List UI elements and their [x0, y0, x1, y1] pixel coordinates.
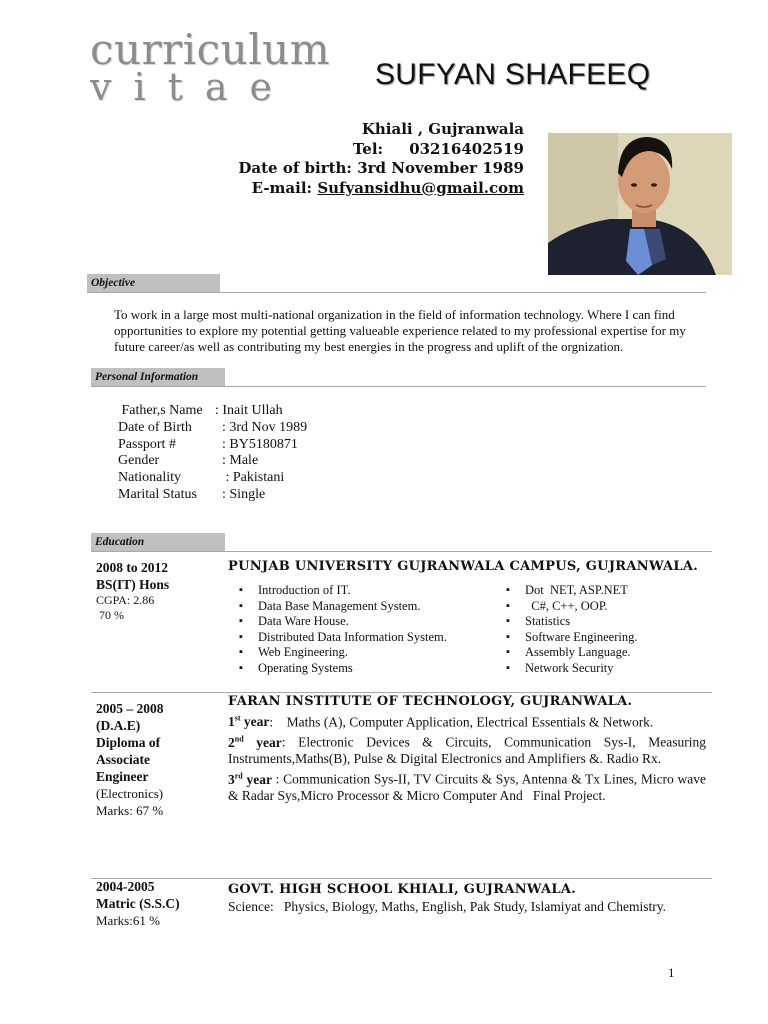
year-suffix: rd: [234, 771, 243, 781]
edu-marks: Marks:61 %: [96, 913, 160, 928]
edu-dae-summary: [96, 700, 164, 819]
cv-title-line2: vitae: [90, 65, 295, 109]
personal-rule: [91, 386, 706, 387]
tel-value: 03216402519: [409, 139, 524, 158]
year-number: 2: [228, 734, 235, 750]
personal-value: : Inait Ullah: [215, 403, 283, 418]
personal-label: Gender: [118, 453, 160, 469]
list-item: ▪ Data Ware House.: [234, 614, 447, 630]
objective-text: To work in a large most multi-national organization in the field of information technology. Where I can find opportunities to explore my potential getting valueable experience related to my professional expertise for my future career/as well as contributing my best energies in the progress and uplift of the orgnization.: [114, 307, 686, 354]
list-item: ▪ Statistics: [501, 614, 637, 630]
list-item: ▪ Introduction of IT.: [234, 583, 447, 599]
list-item: ▪ Operating Systems: [234, 661, 447, 677]
year-suffix: st: [234, 713, 241, 723]
personal-info-list: [118, 403, 307, 504]
dae-rule: [91, 878, 712, 879]
personal-row: [118, 403, 307, 420]
list-item: ▪ Dot NET, ASP.NET: [501, 583, 637, 599]
personal-row: [118, 437, 307, 454]
list-item: ▪ C#, C++, OOP.: [501, 599, 637, 615]
personal-label: Marital Status: [118, 486, 197, 502]
year-word: year: [240, 714, 270, 730]
edu-line: Associate: [96, 752, 150, 767]
edu-years: 2004-2005: [96, 879, 155, 894]
list-item: ▪ Network Security: [501, 661, 637, 677]
edu-institution: FARAN INSTITUTE OF TECHNOLOGY, GUJRANWALA.: [228, 694, 633, 709]
email-line: [238, 179, 524, 199]
dae-year-2: [228, 731, 706, 768]
email-link[interactable]: Sufyansidhu@gmail.com: [317, 178, 524, 197]
year-number: 1: [228, 714, 235, 730]
personal-value: : Single: [215, 486, 266, 502]
edu-university-summary: [96, 559, 169, 623]
personal-label: Nationality: [118, 470, 181, 486]
personal-label: Passport #: [118, 436, 176, 452]
edu-cgpa: CGPA: 2.86: [96, 593, 155, 607]
year-word: year: [242, 771, 272, 787]
university-rule: [91, 692, 712, 693]
profile-photo-illustration: [548, 133, 732, 275]
edu-percent: 70 %: [96, 608, 124, 622]
section-objective: Objective: [87, 274, 220, 292]
edu-dae-details: [228, 694, 710, 805]
tel-line: [238, 140, 524, 160]
edu-line: (D.A.E): [96, 718, 141, 733]
tel-label: Tel:: [352, 139, 384, 158]
list-item: ▪ Distributed Data Information System.: [234, 630, 447, 646]
year-word: year: [243, 734, 282, 750]
courses-list-left: [234, 583, 447, 677]
year-suffix: nd: [234, 734, 244, 744]
courses-list-right: [501, 583, 637, 677]
dae-year-3: [228, 768, 710, 805]
personal-row: [118, 470, 307, 487]
edu-line: Engineer: [96, 769, 149, 784]
personal-value: : 3rd Nov 1989: [215, 419, 308, 435]
personal-row: [118, 420, 307, 437]
objective-rule: [87, 292, 706, 293]
edu-degree: Matric (S.S.C): [96, 896, 180, 911]
personal-row: [118, 453, 307, 470]
page-number: 1: [668, 965, 675, 980]
personal-label: Father,s Name: [118, 403, 203, 418]
edu-matric-details: [228, 882, 706, 916]
edu-university-details: [228, 559, 706, 576]
contact-block: [238, 120, 524, 198]
cv-title-line1: curriculum: [90, 25, 331, 74]
edu-degree: BS(IT) Hons: [96, 577, 170, 592]
personal-label: Date of Birth: [118, 419, 192, 435]
year-subjects: : Communication Sys-II, TV Circuits & Sys, Antenna & Tx Lines, Micro wave & Radar Sys,Micro Processor & Micro Computer And Final Project.: [228, 771, 710, 804]
personal-value: : BY5180871: [215, 436, 298, 452]
personal-value: : Male: [215, 453, 259, 469]
edu-years: 2005 – 2008: [96, 701, 164, 716]
list-item: ▪ Software Engineering.: [501, 630, 637, 646]
list-item: ▪ Data Base Management System.: [234, 599, 447, 615]
edu-matric-summary: [96, 878, 180, 929]
email-label: E-mail:: [251, 178, 313, 197]
dob-line: Date of birth: 3rd November 1989: [238, 159, 524, 177]
section-personal-information: Personal Information: [91, 368, 225, 386]
edu-institution: PUNJAB UNIVERSITY GUJRANWALA CAMPUS, GUJRANWALA.: [228, 559, 699, 574]
year-subjects: : Maths (A), Computer Application, Electrical Essentials & Network.: [269, 714, 654, 730]
list-item: ▪ Web Engineering.: [234, 645, 447, 661]
edu-line: Diploma of: [96, 735, 161, 750]
profile-photo: [548, 133, 732, 275]
edu-years: 2008 to 2012: [96, 560, 168, 575]
year-number: 3: [228, 771, 235, 787]
candidate-name: SUFYAN SHAFEEQ: [375, 58, 651, 91]
address: Khiali , Gujranwala: [361, 120, 524, 138]
dae-year-1: [228, 711, 706, 731]
edu-institution: GOVT. HIGH SCHOOL KHIALI, GUJRANWALA.: [228, 882, 577, 897]
personal-value: : Pakistani: [215, 470, 285, 486]
section-education: Education: [91, 533, 225, 551]
edu-subjects: Science: Physics, Biology, Maths, English, Pak Study, Islamiyat and Chemistry.: [228, 898, 666, 914]
personal-row: [118, 487, 307, 504]
list-item: ▪ Assembly Language.: [501, 645, 637, 661]
cv-title: [90, 25, 350, 109]
edu-marks: Marks: 67 %: [96, 803, 164, 818]
year-subjects: : Electronic Devices & Circuits, Communication Sys-I, Measuring Instruments,Maths(B), Pulse & Digital Electronics and Amplifiers &. Radio Rx.: [228, 734, 707, 767]
education-rule: [91, 551, 712, 552]
edu-line: (Electronics): [96, 786, 164, 801]
